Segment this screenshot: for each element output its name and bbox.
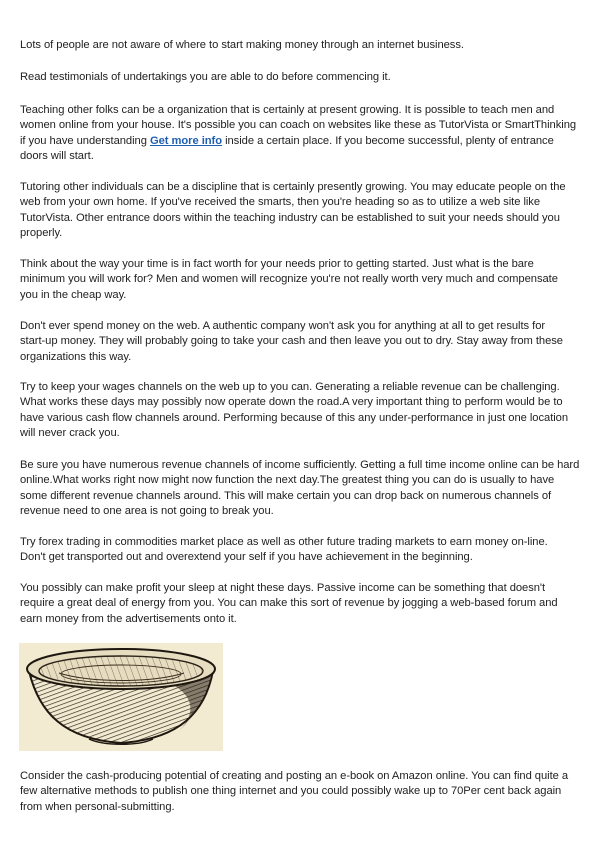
paragraph-10-line: You possibly can make profit your sleep at night these days. Passive income can be something that doesn't xyxy=(20,582,546,594)
paragraph-9-line: Try forex trading in commodities market place as well as other future trading markets to earn money on-line. xyxy=(20,536,548,548)
paragraph-7-line: will never crack you. xyxy=(20,427,120,440)
paragraph-6-line: organizations this way. xyxy=(20,350,132,363)
paragraph-6 xyxy=(20,319,580,365)
paragraph-5 xyxy=(20,257,580,303)
paragraph-11-line: few alternative methods to publish one thing internet and you could possibly wake up to 70Per cent back again xyxy=(20,785,562,798)
bowl-illustration xyxy=(19,643,223,751)
paragraph-4-line: properly. xyxy=(20,227,63,240)
paragraph-8 xyxy=(20,458,580,520)
paragraph-9 xyxy=(20,535,580,566)
paragraph-4-line: web from your own home. If you've received the smarts, then you're heading so as to utilize a web site like xyxy=(20,196,541,209)
paragraph-3-line: women online from your house. It's possible you can coach on websites like these as TutorVista or SmartThinking xyxy=(20,119,577,132)
paragraph-10-line: require a great deal of energy from you. You can make this sort of revenue by jogging a web-based forum and xyxy=(20,597,558,610)
paragraph-11-line: Consider the cash-producing potential of creating and posting an e-book on Amazon online. You can find quite a xyxy=(20,770,569,782)
bowl-engraving xyxy=(19,643,223,751)
paragraph-3 xyxy=(20,103,580,165)
paragraph-6-line: start-up money. They will probably going to take your cash and then leave you out to dry. Stay away from these xyxy=(20,335,563,348)
paragraph-3-line-start: if you have understanding xyxy=(20,134,150,147)
get-more-info-link[interactable]: Get more info xyxy=(149,134,223,147)
paragraph-5-line: Think about the way your time is in fact worth for your needs prior to getting started. Just what is the bare xyxy=(20,258,534,270)
paragraph-1 xyxy=(20,38,580,53)
paragraph-10 xyxy=(20,581,580,627)
paragraph-9-line: Don't get transported out and overextend your self if you have achievement in the beginning. xyxy=(20,551,473,564)
paragraph-8-line: some different revenue channels around. This will make certain you can drop back on numerous channels of xyxy=(20,489,552,502)
paragraph-11-line: from when personal-submitting. xyxy=(20,800,175,813)
paragraph-8-line: online.What works right now might now function the next day.The greatest thing you can do is usually to have xyxy=(20,474,555,487)
paragraph-7-line: Try to keep your wages channels on the web up to you can. Generating a reliable revenue can be challenging. xyxy=(20,381,560,393)
paragraph-11 xyxy=(20,769,580,815)
paragraph-4-line: Tutoring other individuals can be a discipline that is certainly presently growing. You may educate people on the xyxy=(20,181,566,193)
paragraph-6-line: Don't ever spend money on the web. A authentic company won't ask you for anything at all to get results for xyxy=(20,320,546,332)
paragraph-7-line: have various cash flow channels around. Performing because of this any under-performance in just one location xyxy=(20,411,569,424)
paragraph-8-line: revenue need to one area is not going to break you. xyxy=(20,505,274,518)
paragraph-7 xyxy=(20,380,580,442)
paragraph-4-line: TutorVista. Other entrance doors within the teaching industry can be established to suit your needs should you xyxy=(20,211,560,224)
paragraph-5-line: minimum you will work for? Men and women will recognize you're not really worth very much and compensate xyxy=(20,273,558,286)
paragraph-1-text: Lots of people are not aware of where to start making money through an internet business. xyxy=(20,39,464,51)
paragraph-2 xyxy=(20,70,580,85)
paragraph-4 xyxy=(20,180,580,242)
paragraph-8-line: Be sure you have numerous revenue channels of income sufficiently. Getting a full time income online can be hard xyxy=(20,459,580,471)
paragraph-3-line: Teaching other folks can be a organization that is certainly at present growing. It is possible to teach men and xyxy=(20,104,555,116)
paragraph-10-line: earn money from the advertisements onto it. xyxy=(20,612,237,625)
paragraph-7-line: What works these days may possibly now operate down the road.A very important thing to perform would be to xyxy=(20,396,563,409)
paragraph-3-line-end: inside a certain place. If you become successful, plenty of entrance xyxy=(222,134,554,147)
paragraph-3-line: doors will start. xyxy=(20,150,94,163)
paragraph-5-line: you in the cheap way. xyxy=(20,288,127,301)
paragraph-2-text: Read testimonials of undertakings you are able to do before commencing it. xyxy=(20,71,391,83)
